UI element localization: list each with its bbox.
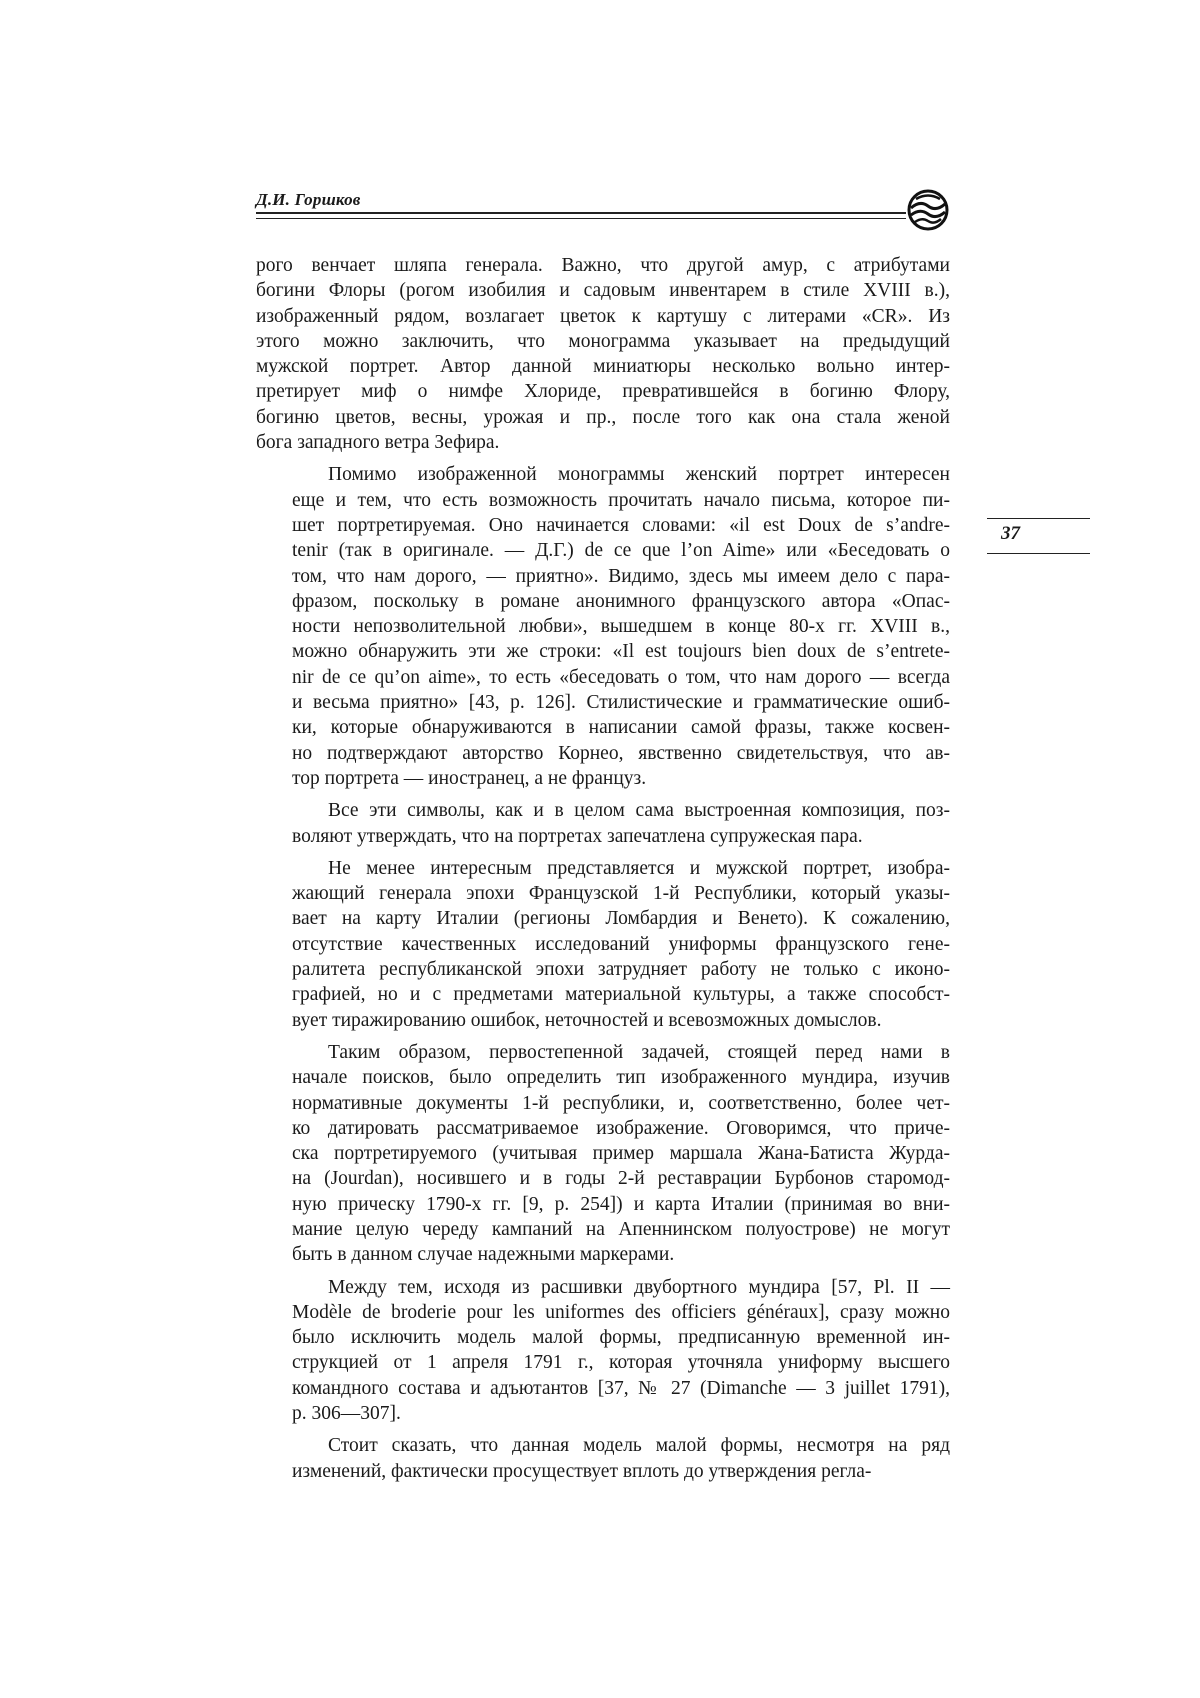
text-line: бога западного ветра Зефира. (256, 432, 500, 454)
text-line: рого венчает шляпа генерала. Важно, что другой амур, с атрибутами (256, 255, 950, 276)
text-line: и весьма приятно» [43, p. 126]. Стилистические и грамматические ошиб- (292, 692, 950, 714)
text-line: nir de ce qu’on aime», то есть «беседовать о том, что нам дорого — всегда (292, 666, 950, 688)
publisher-logo-icon (906, 188, 950, 232)
text-line: вует тиражированию ошибок, неточностей и всевозможных домыслов. (292, 1009, 882, 1031)
text-line: командного состава и адъютантов [37, № 27 (Dimanche — 3 juillet 1791), (292, 1377, 950, 1399)
text-line: шет портретируемая. Оно начинается словами: «il est Doux de s’andre- (292, 514, 950, 536)
text-line: мание целую череду кампаний на Апеннинском полуострове) не могут (292, 1218, 950, 1240)
text-line: отсутствие качественных исследований униформы французского гене- (292, 933, 950, 955)
text-line: жающий генерала эпохи Французской 1-й Республики, который указы- (292, 883, 950, 905)
header-rule (256, 212, 906, 219)
text-line: Между тем, исходя из расшивки двубортного мундира [57, Pl. II — (328, 1276, 950, 1298)
text-line: можно обнаружить эти же строки: «Il est toujours bien doux de s’entrete- (292, 641, 950, 663)
paragraph (256, 462, 950, 791)
page-number-box (987, 518, 1090, 554)
body-text (256, 253, 950, 1491)
text-line: ко датировать рассматриваемое изображение. Оговоримся, что приче- (292, 1117, 950, 1139)
text-line: ную прическу 1790-х гг. [9, p. 254]) и карта Италии (принимая во вни- (292, 1193, 950, 1215)
text-line: фразом, поскольку в романе анонимного французского автора «Опас- (292, 590, 950, 612)
text-line: богини Флоры (рогом изобилия и садовым инвентарем в стиле XVIII в.), (256, 280, 950, 302)
text-line: быть в данном случае надежными маркерами. (292, 1244, 675, 1266)
text-line: нормативные документы 1-й республики, и, соответственно, более чет- (292, 1092, 950, 1114)
paragraph (256, 253, 950, 455)
text-line: богиню цветов, весны, урожая и пр., после того как она стала женой (256, 406, 950, 428)
text-line: но подтверждают авторство Корнео, явственно свидетельствуя, что ав- (292, 742, 950, 764)
text-line: том, что нам дорого, — приятно». Видимо, здесь мы имеем дело с пара- (292, 565, 950, 587)
running-header-author: Д.И. Горшков (256, 190, 361, 209)
text-line: Таким образом, первостепенной задачей, стоящей перед нами в (328, 1041, 950, 1063)
text-line: ки, которые обнаруживаются в написании самой фразы, также косвен- (292, 717, 950, 739)
text-line: Все эти символы, как и в целом сама выстроенная композиция, поз- (328, 800, 950, 822)
text-line: тор портрета — иностранец, а не француз. (292, 767, 647, 789)
text-line: мужской портрет. Автор данной миниатюры несколько вольно интер- (256, 356, 950, 378)
text-line: ности непозволительной любви», вышедшем в конце 80-х гг. XVIII в., (292, 616, 950, 638)
text-line: еще и тем, что есть возможность прочитать начало письма, которое пи- (292, 489, 950, 511)
text-line: вает на карту Италии (регионы Ломбардия и Венето). К сожалению, (292, 908, 950, 930)
text-line: изменений, фактически просуществует вплоть до утверждения регла- (292, 1460, 872, 1482)
text-line: tenir (так в оригинале. — Д.Г.) de ce que l’on Aime» или «Беседовать о (292, 540, 950, 562)
paragraph (256, 798, 950, 849)
text-line: ска портретируемого (учитывая пример маршала Жана-Батиста Журда- (292, 1143, 950, 1165)
page-number: 37 (1001, 523, 1020, 544)
text-line: Стоит сказать, что данная модель малой формы, несмотря на ряд (328, 1435, 950, 1457)
text-line: графией, но и с предметами материальной культуры, а также способст- (292, 984, 950, 1006)
text-line: воляют утверждать, что на портретах запечатлена супружеская пара. (292, 825, 863, 847)
text-line: Помимо изображенной монограммы женский портрет интересен (328, 464, 950, 486)
text-line: было исключить модель малой формы, предписанную временной ин- (292, 1327, 950, 1349)
text-line: на (Jourdan), носившего и в годы 2-й реставрации Бурбонов старомод- (292, 1168, 950, 1190)
paragraph (256, 1433, 950, 1484)
text-line: ралитета республиканской эпохи затрудняет работу не только с иконо- (292, 959, 950, 981)
text-line: претирует миф о нимфе Хлориде, превратившейся в богиню Флору, (256, 381, 950, 403)
paragraph (256, 1275, 950, 1427)
paragraph (256, 1040, 950, 1268)
text-line: Modèle de broderie pour les uniformes des officiers généraux], сразу можно (292, 1301, 950, 1323)
text-line: этого можно заключить, что монограмма указывает на предыдущий (256, 330, 950, 352)
text-line: Не менее интересным представляется и мужской портрет, изобра- (328, 857, 950, 879)
text-line: изображенный рядом, возлагает цветок к картушу с литерами «CR». Из (256, 305, 950, 327)
text-line: начале поисков, было определить тип изображенного мундира, изучив (292, 1067, 950, 1089)
paragraph (256, 856, 950, 1033)
text-line: p. 306—307]. (292, 1403, 401, 1425)
text-line: струкцией от 1 апреля 1791 г., которая уточняла униформу высшего (292, 1352, 950, 1374)
